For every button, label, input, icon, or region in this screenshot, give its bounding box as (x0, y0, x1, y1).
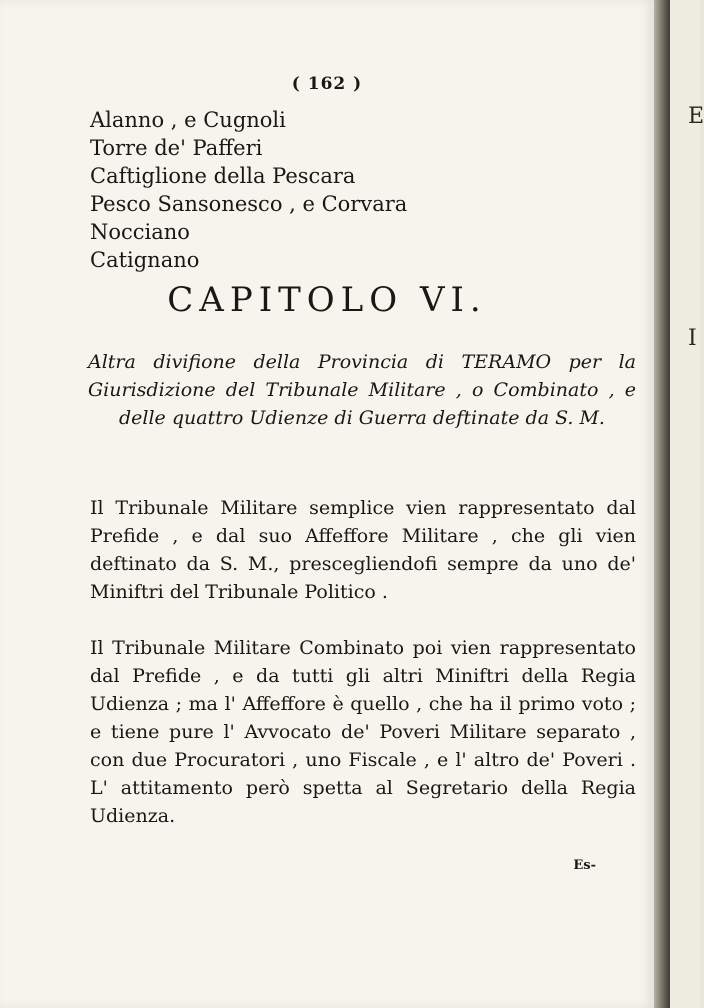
next-page-letter: E (688, 104, 704, 129)
list-item: Alanno , e Cugnoli (90, 108, 286, 132)
chapter-heading: CAPITOLO VI. (167, 280, 487, 320)
book-gutter (654, 0, 670, 1008)
list-item: Caftiglione della Pescara (90, 164, 356, 188)
next-page-edge (670, 0, 704, 1008)
list-item: Nocciano (90, 220, 190, 244)
place-list (90, 106, 407, 274)
chapter-subtitle: Altra divifione della Provincia di TERAMO per la Giurisdizione del Tribunale Militare , o Combinato , e delle quattro Udienze di Guerra deftinate da S. M. (88, 351, 636, 429)
list-item: Catignano (90, 248, 200, 272)
list-item: Torre de' Pafferi (90, 136, 263, 160)
next-page-letter: I (688, 326, 697, 351)
catchword: Es- (573, 858, 596, 873)
body-paragraph: Il Tribunale Militare semplice vien rappresentato dal Prefide , e dal suo Affeffore Militare , che gli vien deftinato da S. M., prescegliendofi sempre da uno de' Miniftri del Tribunale Politico . (90, 497, 636, 603)
list-item: Pesco Sansonesco , e Corvara (90, 192, 408, 216)
body-paragraph: Il Tribunale Militare Combinato poi vien rappresentato dal Prefide , e da tutti gli altri Miniftri della Regia Udienza ; ma l' Affeffore è quello , che ha il primo voto ; e tiene pure l' Avvocato de' Poveri Militare separato , con due Procuratori , uno Fiscale , e l' altro de' Poveri . L' attitamento però spetta al Segretario della Regia Udienza. (90, 637, 636, 827)
page-number: ( 162 ) (291, 74, 363, 94)
